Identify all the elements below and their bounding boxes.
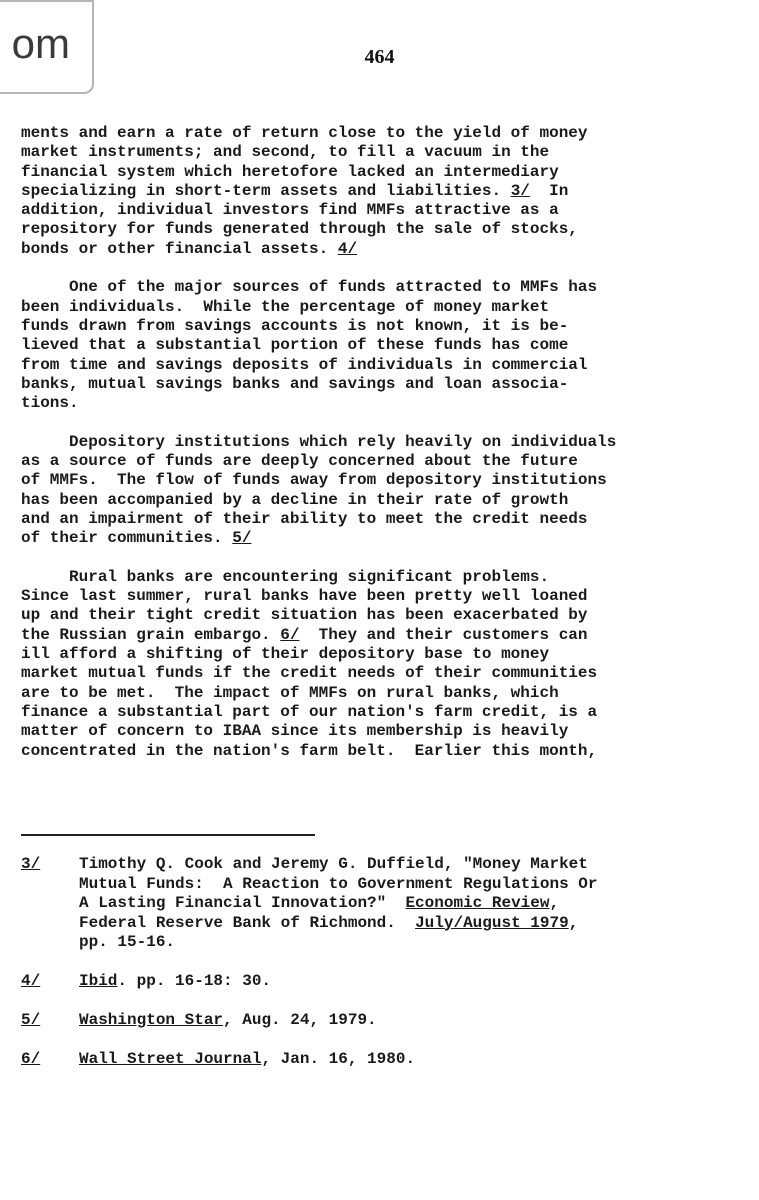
text-line: tions. [21,394,79,413]
text-segment: Federal Reserve Bank of Richmond. [79,913,416,932]
text-line [79,914,597,934]
text-line: finance a substantial part of our nation's farm credit, is a [21,702,598,721]
text-line: ill afford a shifting of their depository base to money [21,645,550,664]
text-segment: A Lasting Financial Innovation?" [79,894,406,912]
text-line: lieved that a substantial portion of these funds has come [21,336,569,355]
text-line: from time and savings deposits of individuals in commercial [21,355,588,374]
text-line: Depository institutions which rely heavily on individuals [21,432,617,451]
footnote-text [79,972,271,992]
text-segment: of their communities. [21,529,233,548]
footnote-divider [21,834,315,836]
text-segment: They and their customers can [299,625,588,644]
text-line: funds drawn from savings accounts is not known, it is be- [21,316,569,335]
text-line: financial system which heretofore lacked an intermediary [21,162,559,181]
text-line [21,626,751,645]
underlined-title: Wall Street Journal [79,1050,262,1068]
footnote [21,1050,751,1070]
paragraph [21,278,751,413]
text-line: been individuals. While the percentage of money market [21,297,550,316]
text-line: Rural banks are encountering significant problems. [21,567,550,586]
text-line: and an impairment of their ability to meet the credit needs [21,509,588,528]
text-line: concentrated in the nation's farm belt. Earlier this month, [21,741,598,760]
footnotes [21,855,751,1089]
footnote-number: 3/ [21,855,41,873]
text-line: repository for funds generated through the sale of stocks, [21,220,578,239]
paragraph [21,568,751,761]
text-segment: , Aug. 24, 1979. [223,1011,377,1029]
text-line: Mutual Funds: A Reaction to Government Regulations Or [79,874,598,893]
footnote-number: 6/ [21,1050,41,1068]
text-segment: , Jan. 16, 1980. [261,1050,416,1068]
text-line: are to be met. The impact of MMFs on rural banks, which [21,683,559,702]
footnote-text [79,1050,415,1070]
text-line [21,529,751,548]
text-line: addition, individual investors find MMFs attractive as a [21,201,559,220]
footnote-reference: 5/ [232,529,252,548]
text-line [21,182,751,201]
text-line: matter of concern to IBAA since its membership is heavily [21,722,569,741]
text-line: Timothy Q. Cook and Jeremy G. Duffield, "Money Market [79,855,588,873]
page-number: 464 [364,46,395,68]
text-segment: , [549,894,560,912]
footnote-number: 4/ [21,972,41,990]
paragraph [21,433,751,549]
text-segment: In [529,181,569,200]
body-text [21,124,751,780]
footnote-reference: 4/ [337,239,358,258]
text-line: up and their tight credit situation has been exacerbated by [21,606,588,625]
text-line: has been accompanied by a decline in their rate of growth [21,490,569,509]
footnote-text [79,855,597,953]
text-line: as a source of funds are deeply concerned about the future [21,452,578,471]
underlined-title: Ibid [79,972,118,990]
text-segment: , [568,913,579,932]
footnote-reference: 3/ [510,181,530,200]
text-segment: bonds or other financial assets. [21,239,338,258]
text-line: market mutual funds if the credit needs of their communities [21,664,598,683]
paragraph [21,124,751,259]
text-segment: . pp. 16-18: 30. [117,972,272,990]
text-line: ments and earn a rate of return close to the yield of money [21,124,588,142]
underlined-title: July/August 1979 [415,913,569,932]
footnote [21,972,751,992]
underlined-title: Washington Star [79,1011,224,1029]
text-line [79,972,271,992]
footnote-number: 5/ [21,1011,41,1029]
text-line [79,1050,415,1070]
underlined-title: Economic Review [405,894,550,912]
footnote-text [79,1011,377,1031]
text-line: One of the major sources of funds attracted to MMFs has [21,278,598,297]
text-line [79,894,597,914]
text-line [21,240,751,259]
footnote [21,1011,751,1031]
text-line: pp. 15-16. [79,933,176,951]
text-line [79,1011,377,1031]
text-line: Since last summer, rural banks have been pretty well loaned [21,587,588,606]
text-line: market instruments; and second, to fill a vacuum in the [21,143,550,162]
footnote [21,855,751,953]
footnote-reference: 6/ [280,625,300,644]
text-line: banks, mutual savings banks and savings and loan associa- [21,374,569,393]
text-segment: specializing in short-term assets and liabilities. [21,181,511,200]
text-segment: the Russian grain embargo. [21,625,281,644]
zoom-button-label: om [11,20,70,67]
text-line: of MMFs. The flow of funds away from depository institutions [21,471,607,490]
